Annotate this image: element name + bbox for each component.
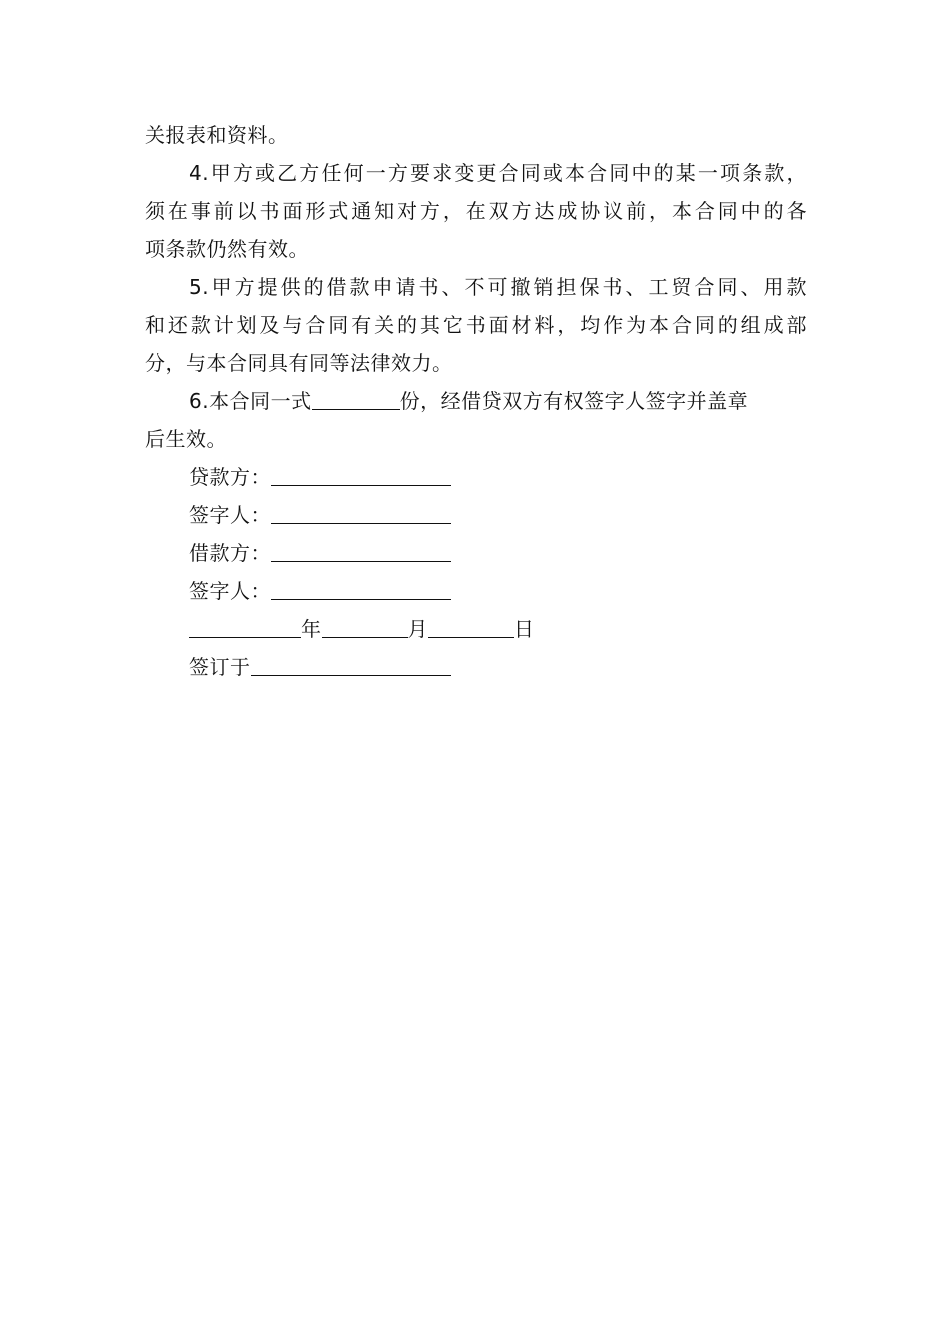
clause-6-text-before: 6.本合同一式 [189, 389, 312, 413]
borrower-blank[interactable] [271, 539, 451, 562]
day-label: 日 [514, 617, 535, 641]
borrower-label: 借款方： [189, 541, 271, 565]
date-row [145, 610, 807, 648]
clause-5-line-1: 5.甲方提供的借款申请书、不可撤销担保书、工贸合同、用款 [189, 275, 807, 299]
borrower-signer-blank[interactable] [271, 577, 451, 600]
clause-6-text-after: 份，经借贷双方有权签字人签字并盖章 [399, 389, 749, 413]
year-label: 年 [301, 617, 322, 641]
clause-6-line-1 [145, 382, 807, 420]
clause-5-line-3: 分，与本合同具有同等法律效力。 [145, 351, 453, 375]
lender-signer-row [145, 496, 807, 534]
year-blank[interactable] [189, 615, 301, 638]
borrower-signer-label: 签字人： [189, 579, 271, 603]
clause-4-line-3: 项条款仍然有效。 [145, 237, 309, 261]
lender-signer-label: 签字人： [189, 503, 271, 527]
clause-4 [145, 154, 807, 268]
clause-5-line-2: 和还款计划及与合同有关的其它书面材料，均作为本合同的组成部 [145, 313, 807, 337]
lender-row [145, 458, 807, 496]
clause-5 [145, 268, 807, 382]
clause-6-line-2: 后生效。 [145, 427, 227, 451]
month-blank[interactable] [322, 615, 408, 638]
clause-4-line-1: 4.甲方或乙方任何一方要求变更合同或本合同中的某一项条款， [189, 161, 807, 185]
contract-body [145, 116, 807, 686]
signed-at-row [145, 648, 807, 686]
signed-at-label: 签订于 [189, 655, 251, 679]
lender-blank[interactable] [271, 463, 451, 486]
clause-4-line-2: 须在事前以书面形式通知对方，在双方达成协议前，本合同中的各 [145, 199, 807, 223]
paragraph-3-continuation: 关报表和资料。 [145, 123, 289, 147]
clause-6 [145, 382, 807, 458]
borrower-signer-row [145, 572, 807, 610]
signed-at-blank[interactable] [251, 653, 451, 676]
borrower-row [145, 534, 807, 572]
lender-label: 贷款方： [189, 465, 271, 489]
lender-signer-blank[interactable] [271, 501, 451, 524]
month-label: 月 [407, 617, 428, 641]
day-blank[interactable] [428, 615, 514, 638]
copies-blank[interactable] [312, 387, 400, 410]
